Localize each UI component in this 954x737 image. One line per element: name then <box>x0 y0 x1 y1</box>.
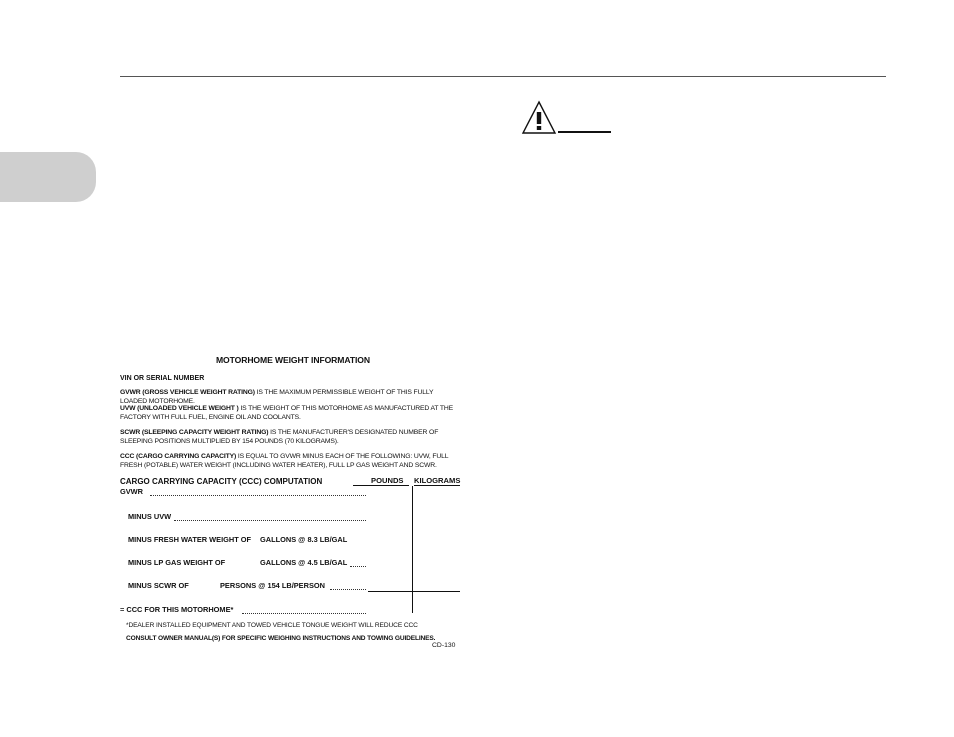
sum-rule <box>368 591 460 592</box>
definition-text: IS THE MANUFACTURER'S DESIGNATED NUMBER OF SLEEPING POSITIONS MULTIPLIED BY 154 POUNDS (70 KILOGRAMS). <box>120 429 439 445</box>
motorhome-weight-label <box>120 352 462 658</box>
header-rule <box>120 76 886 77</box>
row-ccc-dots <box>242 613 366 614</box>
row-ccc-label: = CCC FOR THIS MOTORHOME* <box>120 605 234 614</box>
warning-triangle-icon <box>521 100 557 136</box>
vin-field: VIN OR SERIAL NUMBER <box>120 375 205 382</box>
consult-note: CONSULT OWNER MANUAL(S) FOR SPECIFIC WEIGHING INSTRUCTIONS AND TOWING GUIDELINES. <box>126 635 436 642</box>
definition-uvw <box>120 404 462 422</box>
definition-scwr <box>120 428 462 446</box>
definition-term: GVWR (GROSS VEHICLE WEIGHT RATING) <box>120 389 255 396</box>
row-scwr-label: MINUS SCWR OF <box>128 581 189 590</box>
row-gvwr-label: GVWR <box>120 487 143 496</box>
dealer-note: *DEALER INSTALLED EQUIPMENT AND TOWED VEHICLE TONGUE WEIGHT WILL REDUCE CCC <box>126 622 418 629</box>
definition-term: UVW (UNLOADED VEHICLE WEIGHT ) <box>120 405 239 412</box>
column-rule-pounds <box>353 485 409 486</box>
section-tab <box>0 152 96 202</box>
column-divider <box>412 486 413 613</box>
warning-heading <box>521 100 613 136</box>
row-lpgas-rate: GALLONS @ 4.5 LB/GAL <box>260 558 348 567</box>
label-code: CD-130 <box>432 642 456 649</box>
warning-underline <box>558 131 611 133</box>
definition-text: IS EQUAL TO GVWR MINUS EACH OF THE FOLLOWING: UVW, FULL FRESH (POTABLE) WATER WEIGHT (INCLUDING WATER HEATER), FULL LP GAS WEIGHT AND SCWR. <box>120 453 449 469</box>
row-water-label: MINUS FRESH WATER WEIGHT OF <box>128 535 252 544</box>
definition-text: IS THE WEIGHT OF THIS MOTORHOME AS MANUFACTURED AT THE FACTORY WITH FULL FUEL, ENGINE OIL AND COOLANTS. <box>120 405 454 421</box>
row-uvw-dots <box>174 520 366 521</box>
computation-title: CARGO CARRYING CAPACITY (CCC) COMPUTATION <box>120 477 323 486</box>
label-title: MOTORHOME WEIGHT INFORMATION <box>216 355 370 365</box>
definition-ccc <box>120 452 462 470</box>
row-lpgas-label: MINUS LP GAS WEIGHT OF <box>128 558 226 567</box>
definition-term: CCC (CARGO CARRYING CAPACITY) <box>120 453 237 460</box>
column-pounds: POUNDS <box>371 476 404 485</box>
definition-text: IS THE MAXIMUM PERMISSIBLE WEIGHT OF THIS FULLY LOADED MOTORHOME. <box>120 389 434 405</box>
row-scwr-rate: PERSONS @ 154 LB/PERSON <box>220 581 325 590</box>
row-water-rate: GALLONS @ 8.3 LB/GAL <box>260 535 348 544</box>
row-uvw-label: MINUS UVW <box>128 512 172 521</box>
definition-term: SCWR (SLEEPING CAPACITY WEIGHT RATING) <box>120 429 269 436</box>
column-rule-kilograms <box>414 485 460 486</box>
row-scwr-dots <box>330 589 366 590</box>
column-kilograms: KILOGRAMS <box>414 476 461 485</box>
row-lpgas-dots <box>350 566 366 567</box>
row-gvwr-dots <box>150 495 366 496</box>
